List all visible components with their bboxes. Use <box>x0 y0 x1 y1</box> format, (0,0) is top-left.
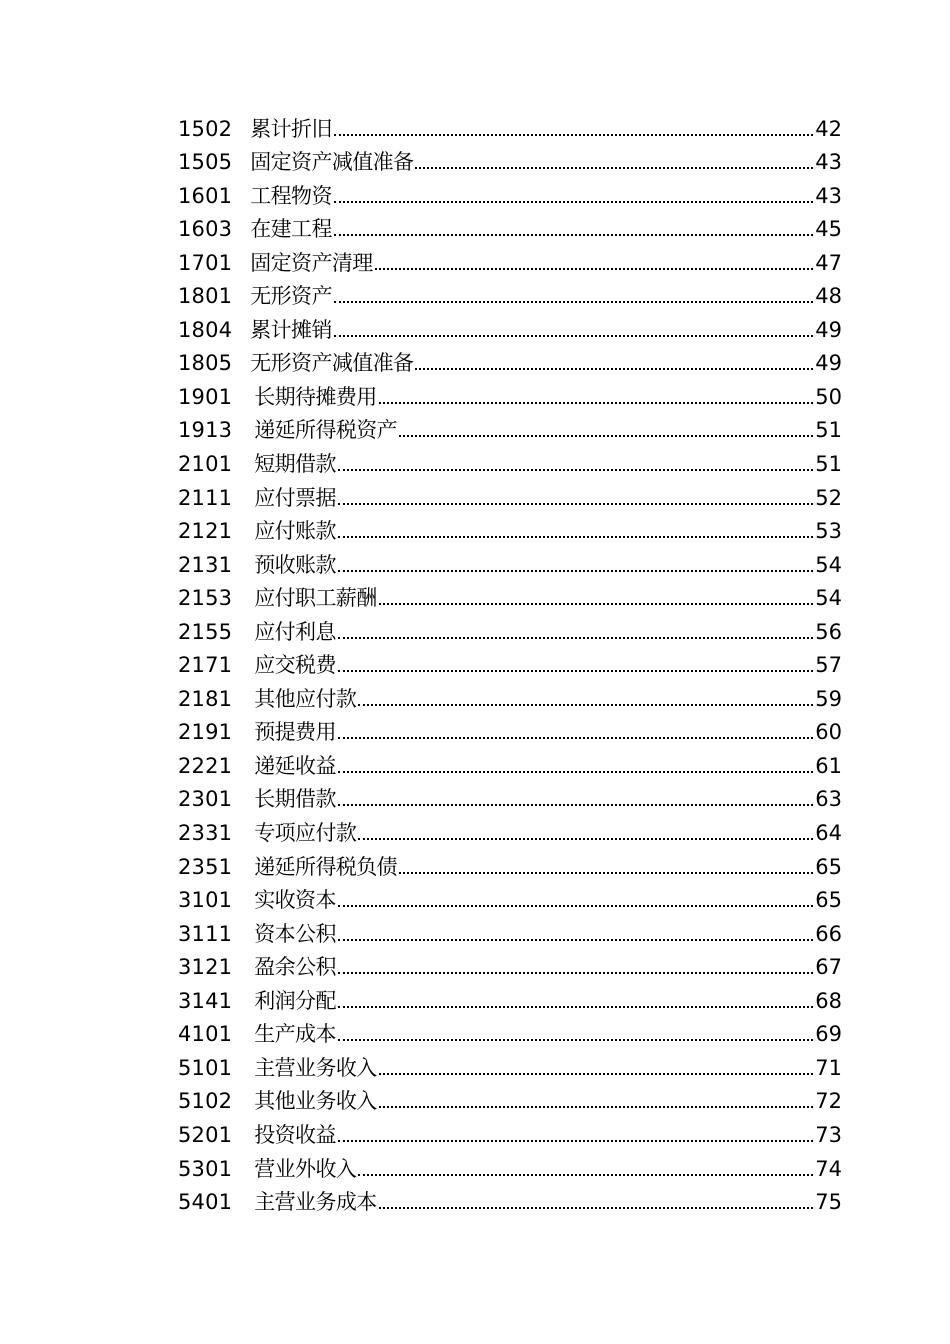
toc-entry-page-number: 54 <box>815 586 842 611</box>
dot-leader <box>338 1006 813 1008</box>
toc-entry-title: 应付利息 <box>254 619 336 644</box>
toc-entry-title: 长期借款 <box>254 787 336 812</box>
toc-entry-title: 专项应付款 <box>254 821 357 846</box>
toc-entry-code: 2221 <box>178 753 233 778</box>
toc-entry-code: 2153 <box>178 586 233 611</box>
toc-entry-title: 短期借款 <box>254 452 336 477</box>
toc-entry-code: 2351 <box>178 854 233 879</box>
toc-entry-code: 1913 <box>178 418 233 443</box>
dot-leader <box>379 1207 814 1209</box>
toc-entry-page-number: 66 <box>815 921 842 946</box>
toc-entry-page-number: 68 <box>815 988 842 1013</box>
toc-entry-code: 2331 <box>178 821 233 846</box>
toc-entry-page-number: 65 <box>815 888 842 913</box>
toc-entry-title: 递延所得税资产 <box>254 418 398 443</box>
toc-entry-title: 应付账款 <box>254 519 336 544</box>
toc-entry-page-number: 67 <box>815 955 842 980</box>
toc-entry-page-number: 52 <box>815 485 842 510</box>
dot-leader <box>334 134 813 136</box>
toc-entry-code: 1502 <box>178 116 233 141</box>
toc-entry-title: 应付票据 <box>254 485 336 510</box>
toc-entry[interactable] <box>178 779 842 813</box>
toc-entry-page-number: 45 <box>815 217 842 242</box>
toc-entry-code: 1901 <box>178 384 233 409</box>
dot-leader <box>338 469 813 471</box>
dot-leader <box>338 905 813 907</box>
toc-entry[interactable] <box>178 209 842 243</box>
toc-entry[interactable] <box>178 1047 842 1081</box>
toc-entry[interactable] <box>178 511 842 545</box>
toc-entry-page-number: 43 <box>815 150 842 175</box>
dot-leader <box>338 1039 813 1041</box>
dot-leader <box>338 503 813 505</box>
toc-entry-page-number: 69 <box>815 1022 842 1047</box>
toc-entry-title: 无形资产减值准备 <box>250 351 414 376</box>
toc-entry-page-number: 59 <box>815 686 842 711</box>
toc-entry[interactable] <box>178 376 842 410</box>
toc-entry[interactable] <box>178 745 842 779</box>
toc-entry[interactable] <box>178 544 842 578</box>
toc-entry-title: 其他业务收入 <box>254 1089 377 1114</box>
toc-entry[interactable] <box>178 276 842 310</box>
toc-entry-code: 2171 <box>178 653 233 678</box>
dot-leader <box>338 939 813 941</box>
dot-leader <box>358 1174 813 1176</box>
dot-leader <box>379 402 814 404</box>
dot-leader <box>334 301 813 303</box>
dot-leader <box>334 234 813 236</box>
toc-entry-title: 累计折旧 <box>250 116 332 141</box>
toc-entry[interactable] <box>178 980 842 1014</box>
toc-entry-page-number: 73 <box>815 1122 842 1147</box>
toc-entry-code: 2101 <box>178 452 233 477</box>
toc-entry-title: 预提费用 <box>254 720 336 745</box>
toc-entry-code: 2131 <box>178 552 233 577</box>
toc-entry[interactable] <box>178 712 842 746</box>
dot-leader <box>358 838 813 840</box>
toc-entry-title: 递延所得税负债 <box>254 854 398 879</box>
toc-entry[interactable] <box>178 812 842 846</box>
dot-leader <box>334 335 813 337</box>
toc-entry-title: 实收资本 <box>254 888 336 913</box>
toc-entry-title: 投资收益 <box>254 1122 336 1147</box>
toc-entry-page-number: 51 <box>815 452 842 477</box>
toc-entry-page-number: 48 <box>815 284 842 309</box>
toc-entry[interactable] <box>178 578 842 612</box>
toc-entry-title: 营业外收入 <box>254 1156 357 1181</box>
toc-entry[interactable] <box>178 880 842 914</box>
toc-entry-code: 3111 <box>178 921 233 946</box>
toc-entry-page-number: 42 <box>815 116 842 141</box>
dot-leader <box>358 704 813 706</box>
dot-leader <box>338 1140 813 1142</box>
toc-entry[interactable] <box>178 477 842 511</box>
toc-entry-code: 2301 <box>178 787 233 812</box>
dot-leader <box>334 201 813 203</box>
dot-leader <box>379 1106 814 1108</box>
toc-entry-page-number: 49 <box>815 317 842 342</box>
toc-entry-title: 在建工程 <box>250 217 332 242</box>
toc-entry[interactable] <box>178 913 842 947</box>
toc-entry-code: 5201 <box>178 1122 233 1147</box>
dot-leader <box>338 570 813 572</box>
toc-entry[interactable] <box>178 846 842 880</box>
toc-entry-page-number: 63 <box>815 787 842 812</box>
toc-entry-page-number: 54 <box>815 552 842 577</box>
toc-entry[interactable] <box>178 645 842 679</box>
toc-entry-code: 1603 <box>178 217 233 242</box>
toc-entry-code: 2191 <box>178 720 233 745</box>
toc-entry-page-number: 72 <box>815 1089 842 1114</box>
toc-entry-title: 长期待摊费用 <box>254 384 377 409</box>
toc-entry-title: 盈余公积 <box>254 955 336 980</box>
toc-entry[interactable] <box>178 1014 842 1048</box>
toc-entry-page-number: 49 <box>815 351 842 376</box>
toc-entry-page-number: 53 <box>815 519 842 544</box>
toc-entry-title: 资本公积 <box>254 921 336 946</box>
toc-entry-title: 无形资产 <box>250 284 332 309</box>
toc-entry-code: 1801 <box>178 284 233 309</box>
dot-leader <box>338 670 813 672</box>
toc-entry-page-number: 60 <box>815 720 842 745</box>
toc-entry-code: 2155 <box>178 619 233 644</box>
toc-entry-code: 1805 <box>178 351 233 376</box>
dot-leader <box>338 637 813 639</box>
toc-entry-page-number: 57 <box>815 653 842 678</box>
dot-leader <box>399 435 813 437</box>
toc-entry-page-number: 65 <box>815 854 842 879</box>
toc-entry[interactable] <box>178 343 842 377</box>
dot-leader <box>379 603 814 605</box>
toc-entry-page-number: 74 <box>815 1156 842 1181</box>
toc-entry[interactable] <box>178 410 842 444</box>
toc-entry-page-number: 43 <box>815 183 842 208</box>
dot-leader <box>338 804 813 806</box>
toc-entry-title: 应交税费 <box>254 653 336 678</box>
toc-entry-code: 4101 <box>178 1022 233 1047</box>
toc-entry-page-number: 56 <box>815 619 842 644</box>
toc-entry-title: 固定资产减值准备 <box>250 150 414 175</box>
toc-entry-page-number: 75 <box>815 1190 842 1215</box>
toc-entry[interactable] <box>178 611 842 645</box>
toc-entry-code: 1601 <box>178 183 233 208</box>
toc-entry-title: 固定资产清理 <box>250 250 373 275</box>
toc-entry-title: 预收账款 <box>254 552 336 577</box>
toc-entry-code: 1804 <box>178 317 233 342</box>
toc-entry-title: 生产成本 <box>254 1022 336 1047</box>
toc-entry-code: 5401 <box>178 1190 233 1215</box>
toc-entry-page-number: 61 <box>815 753 842 778</box>
toc-entry-page-number: 71 <box>815 1055 842 1080</box>
toc-entry[interactable] <box>178 142 842 176</box>
toc-entry-code: 2111 <box>178 485 233 510</box>
toc-entry-code: 3101 <box>178 888 233 913</box>
dot-leader <box>415 368 813 370</box>
toc-entry[interactable] <box>178 242 842 276</box>
toc-entry[interactable] <box>178 1148 842 1182</box>
toc-entry-code: 3121 <box>178 955 233 980</box>
toc-entry-page-number: 47 <box>815 250 842 275</box>
dot-leader <box>415 167 813 169</box>
dot-leader <box>375 268 814 270</box>
toc-entry-code: 5101 <box>178 1055 233 1080</box>
toc-entry-title: 累计摊销 <box>250 317 332 342</box>
table-of-contents <box>178 108 842 1215</box>
toc-entry-code: 2181 <box>178 686 233 711</box>
toc-entry-page-number: 51 <box>815 418 842 443</box>
toc-entry[interactable] <box>178 309 842 343</box>
toc-entry[interactable] <box>178 108 842 142</box>
toc-entry-title: 应付职工薪酬 <box>254 586 377 611</box>
toc-entry-page-number: 64 <box>815 821 842 846</box>
toc-entry-title: 利润分配 <box>254 988 336 1013</box>
toc-entry[interactable] <box>178 175 842 209</box>
toc-entry[interactable] <box>178 678 842 712</box>
toc-entry-title: 主营业务成本 <box>254 1190 377 1215</box>
dot-leader <box>338 737 813 739</box>
toc-entry-code: 2121 <box>178 519 233 544</box>
toc-entry-page-number: 50 <box>815 384 842 409</box>
toc-entry[interactable] <box>178 1081 842 1115</box>
toc-entry-code: 1701 <box>178 250 233 275</box>
dot-leader <box>399 872 813 874</box>
toc-entry-title: 主营业务收入 <box>254 1055 377 1080</box>
toc-entry[interactable] <box>178 443 842 477</box>
toc-entry[interactable] <box>178 1114 842 1148</box>
dot-leader <box>338 972 813 974</box>
toc-entry-code: 5301 <box>178 1156 233 1181</box>
toc-entry-code: 5102 <box>178 1089 233 1114</box>
dot-leader <box>379 1073 814 1075</box>
dot-leader <box>338 771 813 773</box>
toc-entry-title: 递延收益 <box>254 753 336 778</box>
dot-leader <box>338 536 813 538</box>
toc-entry[interactable] <box>178 947 842 981</box>
toc-entry-code: 3141 <box>178 988 233 1013</box>
toc-entry-title: 其他应付款 <box>254 686 357 711</box>
toc-entry-code: 1505 <box>178 150 233 175</box>
toc-entry[interactable] <box>178 1182 842 1216</box>
toc-entry-title: 工程物资 <box>250 183 332 208</box>
